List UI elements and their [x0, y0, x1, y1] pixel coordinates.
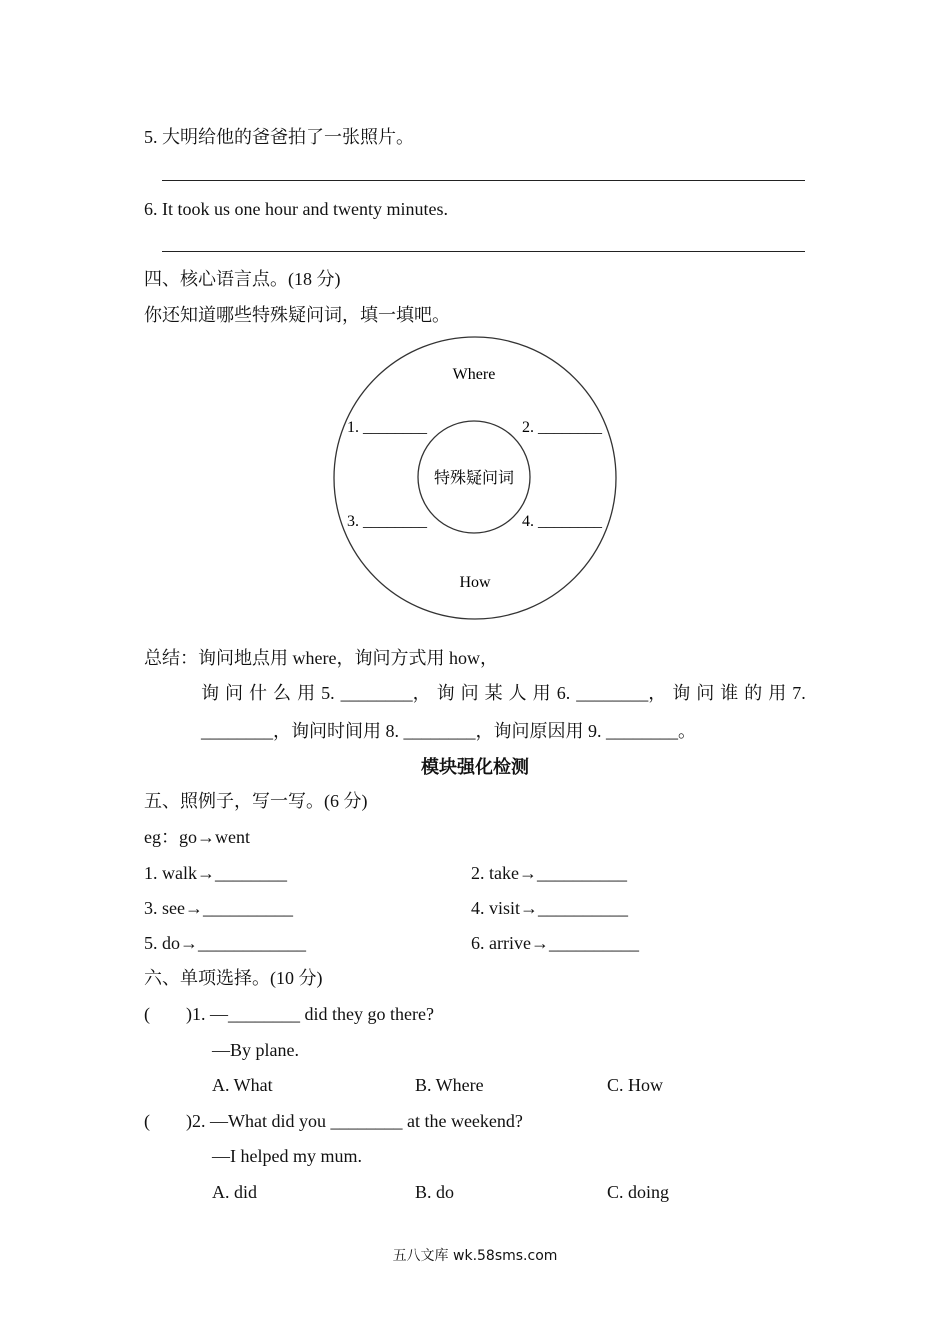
list-item: 5. do→____________: [144, 933, 306, 953]
answer-line-5: [162, 180, 805, 181]
question-2-stem: ( )2. —What did you ________ at the weekend?: [144, 1111, 523, 1131]
list-item: 4. visit→__________: [471, 898, 629, 918]
list-item: 3. see→__________: [144, 898, 293, 918]
question-2-dialogue: —I helped my mum.: [212, 1146, 362, 1166]
list-item: 6. arrive→__________: [471, 933, 639, 953]
diagram-center-label: 特殊疑问词: [433, 470, 515, 487]
module-title: 模块强化检测: [421, 757, 529, 777]
diagram-blank-1: 1. ________: [347, 419, 427, 436]
question-5-text: 5. 大明给他的爸爸拍了一张照片。: [144, 127, 414, 147]
section-5-heading: 五、照例子，写一写。(6 分): [144, 791, 368, 811]
list-item: 1. walk→________: [144, 863, 287, 883]
section-6-heading: 六、单项选择。(10 分): [144, 968, 323, 988]
footer-watermark: 五八文库 wk.58sms.com: [392, 1248, 558, 1264]
list-item: 2. take→__________: [471, 863, 627, 883]
question-1-option-a: A. What: [212, 1075, 273, 1095]
section-5-example: eg：go→went: [144, 827, 250, 847]
question-word-diagram: [330, 335, 620, 623]
question-2-option-a: A. did: [212, 1182, 257, 1202]
question-1-option-c: C. How: [607, 1075, 664, 1095]
diagram-blank-2: 2. ________: [522, 419, 602, 436]
question-1-dialogue: —By plane.: [212, 1040, 299, 1060]
summary-line-3: ________，询问时间用 8. ________，询问原因用 9. ________。: [201, 721, 696, 741]
diagram-label-how: How: [459, 574, 491, 591]
diagram-blank-4: 4. ________: [522, 513, 602, 530]
question-2-option-b: B. do: [415, 1182, 455, 1202]
summary-line-2: 询 问 什 么 用 5. ________， 询 问 某 人 用 6. ________， 询 问 谁 的 用 7.: [201, 683, 806, 703]
diagram-blank-3: 3. ________: [347, 513, 427, 530]
section-4-heading: 四、核心语言点。(18 分): [144, 269, 341, 289]
diagram-label-where: Where: [452, 366, 496, 383]
section-4-prompt: 你还知道哪些特殊疑问词，填一填吧。: [144, 305, 450, 325]
question-1-stem: ( )1. —________ did they go there?: [144, 1004, 434, 1024]
answer-line-6: [162, 251, 805, 252]
question-2-option-c: C. doing: [607, 1182, 670, 1202]
question-6-text: 6. It took us one hour and twenty minutes.: [144, 199, 448, 219]
question-1-option-b: B. Where: [415, 1075, 484, 1095]
summary-line-1: 总结：询问地点用 where，询问方式用 how，: [144, 648, 498, 668]
